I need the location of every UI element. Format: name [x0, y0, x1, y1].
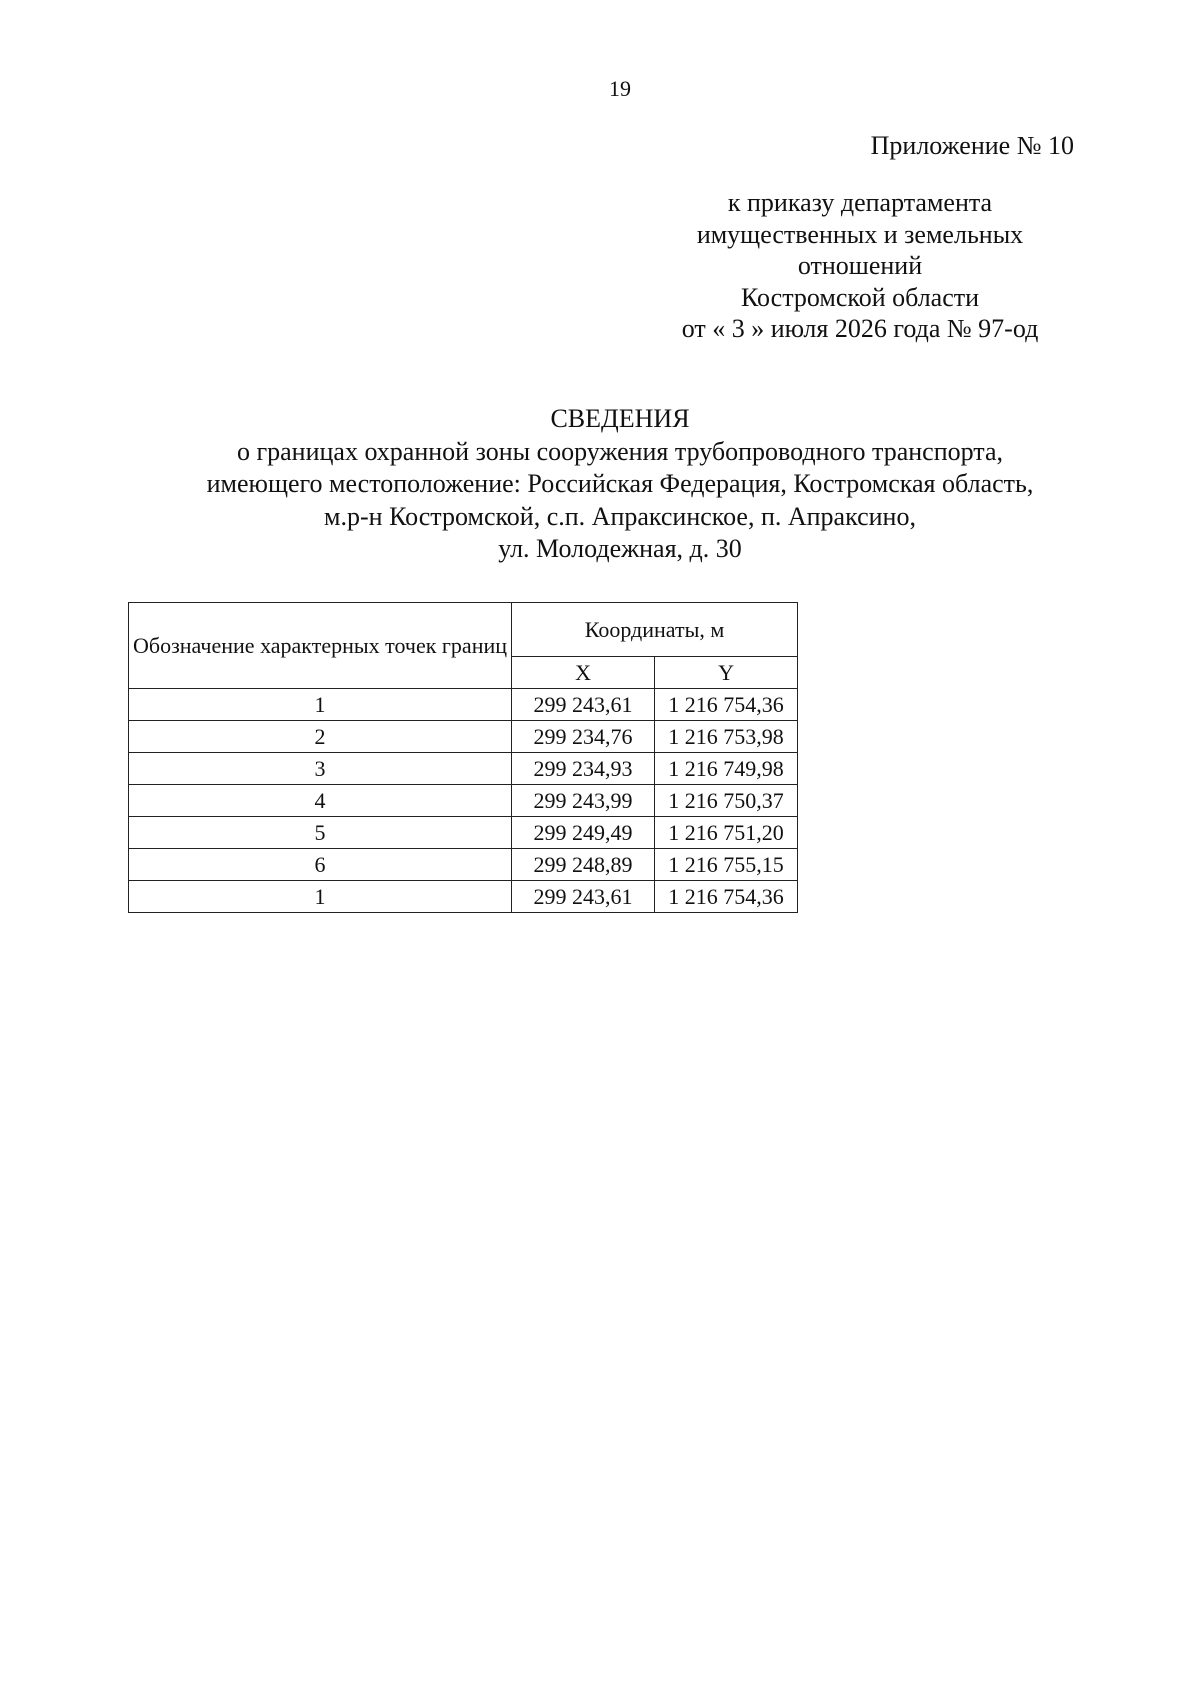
table-row: [129, 881, 798, 913]
header-point-designation: Обозначение характерных точек границ: [129, 603, 512, 689]
appendix-order-reference: [620, 187, 1100, 345]
cell-y: 1 216 754,36: [655, 881, 798, 913]
cell-point: 1: [129, 689, 512, 721]
cell-point: 1: [129, 881, 512, 913]
table-row: [129, 689, 798, 721]
cell-x: 299 243,61: [512, 689, 655, 721]
table-header-row: [129, 603, 798, 657]
cell-point: 5: [129, 817, 512, 849]
cell-x: 299 243,61: [512, 881, 655, 913]
appendix-date-number: от « 3 » июля 2026 года № 97-од: [681, 314, 1039, 343]
cell-x: 299 243,99: [512, 785, 655, 817]
document-heading: [0, 403, 1200, 566]
header-x: X: [512, 657, 655, 689]
cell-point: 6: [129, 849, 512, 881]
coordinates-table: [128, 602, 798, 913]
cell-x: 299 249,49: [512, 817, 655, 849]
cell-y: 1 216 754,36: [655, 689, 798, 721]
heading-line: имеющего местоположение: Российская Федерация, Костромская область,: [206, 469, 1034, 498]
cell-x: 299 248,89: [512, 849, 655, 881]
page-number: 19: [609, 76, 631, 101]
cell-y: 1 216 753,98: [655, 721, 798, 753]
cell-x: 299 234,93: [512, 753, 655, 785]
cell-y: 1 216 750,37: [655, 785, 798, 817]
appendix-line: к приказу департамента: [727, 188, 993, 217]
heading-line: о границах охранной зоны сооружения трубопроводного транспорта,: [236, 436, 1004, 466]
appendix-line: отношений: [797, 251, 923, 280]
appendix-line: Костромской области: [740, 282, 980, 312]
cell-y: 1 216 749,98: [655, 753, 798, 785]
table-row: [129, 753, 798, 785]
cell-x: 299 234,76: [512, 721, 655, 753]
appendix-line: имущественных и земельных: [696, 219, 1024, 249]
cell-point: 2: [129, 721, 512, 753]
table-row: [129, 817, 798, 849]
cell-y: 1 216 755,15: [655, 849, 798, 881]
cell-point: 3: [129, 753, 512, 785]
header-y: Y: [655, 657, 798, 689]
header-coordinates: Координаты, м: [512, 603, 798, 657]
cell-point: 4: [129, 785, 512, 817]
table-row: [129, 721, 798, 753]
heading-title: СВЕДЕНИЯ: [550, 404, 690, 433]
cell-y: 1 216 751,20: [655, 817, 798, 849]
heading-line: м.р-н Костромской, с.п. Апраксинское, п. Апраксино,: [324, 501, 916, 531]
table-row: [129, 849, 798, 881]
heading-line: ул. Молодежная, д. 30: [498, 534, 742, 563]
appendix-title: Приложение № 10: [870, 131, 1074, 160]
table-row: [129, 785, 798, 817]
